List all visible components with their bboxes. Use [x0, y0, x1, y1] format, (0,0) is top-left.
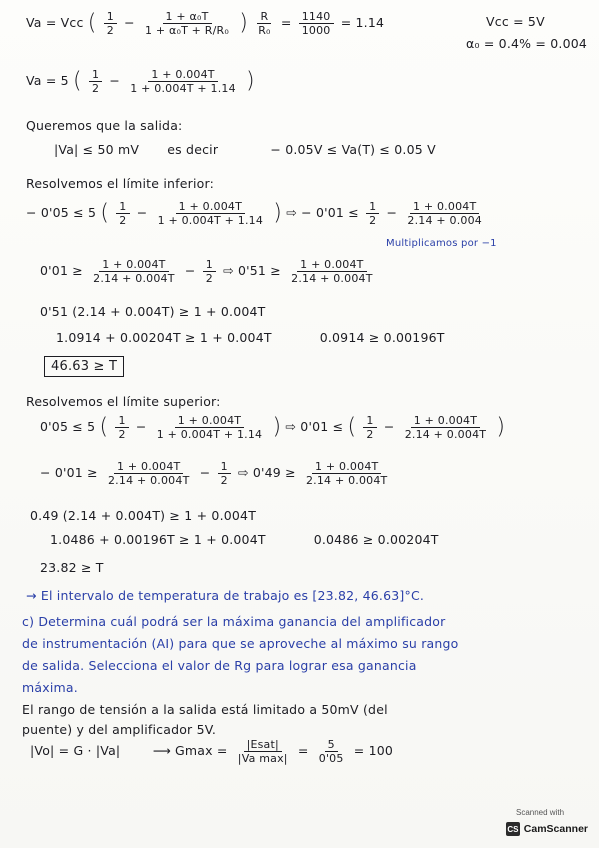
- note-multiply: Multiplicamos por −1: [386, 238, 497, 249]
- upper-limit-result: 23.82 ≥ T: [40, 560, 104, 575]
- range-text-line2: puente) y del amplificador 5V.: [22, 722, 217, 737]
- vcc-value: Vcc = 5V: [486, 14, 545, 29]
- fraction: $\frac{1}{2}$: [363, 414, 376, 441]
- va-lhs: Va = Vcc: [26, 15, 84, 30]
- condition-line: |Va| ≤ 50 mV es decir − 0.05V ≤ Va(T) ≤ 0.05 V: [54, 142, 436, 157]
- fraction: $\frac{\text{|Esat|}}{\text{|Va max|}}$: [237, 738, 288, 765]
- fraction: $\frac{R}{\text{R₀}}$: [258, 10, 271, 37]
- upper-limit-step1: 0'05 ≤ 5 ( $\frac{1}{2}$ − $\frac{1 + 0.004T}{1 + 0.004T + 1.14}$ ) ⇨ 0'01 ≤ ( $\frac{1}{2}$ − $\frac{1 + 0.004T}{2.14 + 0.004T}$ ): [40, 414, 506, 441]
- fraction: $\frac{1}{2}$: [115, 414, 128, 441]
- heading-lower-limit: Resolvemos el límite inferior:: [26, 176, 215, 191]
- fraction: $\frac{1}{2}$: [203, 258, 216, 285]
- fraction: $\frac{1}{2}$: [366, 200, 379, 227]
- fraction: $\frac{1}{2}$: [89, 68, 102, 95]
- fraction: $\frac{1 + 0.004T}{1 + 0.004T + 1.14}$: [156, 414, 263, 441]
- fraction: $\frac{1}{2}$: [218, 460, 231, 487]
- lower-limit-step2: 0'01 ≥ $\frac{1 + 0.004T}{2.14 + 0.004T}$ − $\frac{1}{2}$ ⇨ 0'51 ≥ $\frac{1 + 0.004T}{2.14 + 0.004T}$: [40, 258, 379, 285]
- formula-va-general: Va = Vcc ( $\frac{1}{2}$ − $\frac{\text{1 + α₀T}}{\text{1 + α₀T + R/R₀}}$ ) $\frac{R}{\text{R₀}}$ = $\frac{1140}{1000}$ = 1.14: [26, 10, 385, 37]
- lower-limit-step4: 1.0914 + 0.00204T ≥ 1 + 0.004T 0.0914 ≥ 0.00196T: [56, 330, 445, 345]
- fraction: $\frac{1140}{1000}$: [299, 10, 334, 37]
- lower-limit-step1: − 0'05 ≤ 5 ( $\frac{1}{2}$ − $\frac{1 + 0.004T}{1 + 0.004T + 1.14}$ ) ⇨ − 0'01 ≤ $\frac{1}{2}$ − $\frac{1 + 0.004T}{2.14 + 0.004}$: [26, 200, 488, 227]
- range-text-line1: El rango de tensión a la salida está limitado a 50mV (del: [22, 702, 388, 717]
- upper-limit-step2: − 0'01 ≥ $\frac{1 + 0.004T}{2.14 + 0.004T}$ − $\frac{1}{2}$ ⇨ 0'49 ≥ $\frac{1 + 0.004T}{2.14 + 0.004T}$: [40, 460, 393, 487]
- temperature-interval-conclusion: → El intervalo de temperatura de trabajo es [23.82, 46.63]°C.: [26, 588, 425, 603]
- fraction: $\frac{1 + 0.004T}{2.14 + 0.004T}$: [291, 258, 373, 285]
- camscanner-logo: [506, 821, 588, 837]
- camscanner-brand: CamScanner: [523, 823, 588, 835]
- formula-va-numeric: Va = 5 ( $\frac{1}{2}$ − $\frac{1 + 0.004T}{1 + 0.004T + 1.14}$ ): [26, 68, 255, 95]
- alpha-value: α₀ = 0.4% = 0.004: [466, 36, 588, 51]
- fraction: $\frac{1 + 0.004T}{1 + 0.004T + 1.14}$: [157, 200, 264, 227]
- fraction: $\frac{1 + 0.004T}{1 + 0.004T + 1.14}$: [130, 68, 236, 95]
- question-c-line3: de salida. Selecciona el valor de Rg para lograr esa ganancia: [22, 658, 417, 673]
- camscanner-icon: CS: [506, 822, 520, 836]
- question-c-line2: de instrumentación (AI) para que se aproveche al máximo su rango: [22, 636, 459, 651]
- fraction: $\frac{1 + 0.004T}{2.14 + 0.004}$: [407, 200, 482, 227]
- fraction: $\frac{5}{0'05}$: [318, 738, 344, 765]
- heading-upper-limit: Resolvemos el límite superior:: [26, 394, 221, 409]
- fraction: $\frac{1 + 0.004T}{2.14 + 0.004T}$: [107, 460, 190, 487]
- fraction: $\frac{1}{2}$: [116, 200, 129, 227]
- fraction: $\frac{1 + 0.004T}{2.14 + 0.004T}$: [93, 258, 175, 285]
- lower-limit-step3: 0'51 (2.14 + 0.004T) ≥ 1 + 0.004T: [40, 304, 266, 319]
- camscanner-badge: [506, 808, 588, 838]
- question-c-line1: c) Determina cuál podrá ser la máxima ganancia del amplificador: [22, 614, 446, 629]
- boxed-result: 46.63 ≥ T: [44, 356, 124, 377]
- gain-formula: |Vo| = G · |Va| ⟶ Gmax = $\frac{\text{|Esat|}}{\text{|Va max|}}$ = $\frac{5}{0'05}$ = 100: [30, 738, 394, 765]
- upper-limit-step4: 1.0486 + 0.00196T ≥ 1 + 0.004T 0.0486 ≥ 0.00204T: [50, 532, 439, 547]
- fraction: $\frac{\text{1 + α₀T}}{\text{1 + α₀T + R/R₀}}$: [145, 10, 230, 37]
- text-queremos: Queremos que la salida:: [26, 118, 183, 133]
- fraction: $\frac{1}{2}$: [104, 10, 117, 37]
- lower-limit-result: [44, 356, 124, 377]
- upper-limit-step3: 0.49 (2.14 + 0.004T) ≥ 1 + 0.004T: [30, 508, 257, 523]
- question-c-line4: máxima.: [22, 680, 78, 695]
- fraction: $\frac{1 + 0.004T}{2.14 + 0.004T}$: [404, 414, 487, 441]
- scanned-with-label: Scanned with: [516, 808, 565, 817]
- fraction: $\frac{1 + 0.004T}{2.14 + 0.004T}$: [305, 460, 388, 487]
